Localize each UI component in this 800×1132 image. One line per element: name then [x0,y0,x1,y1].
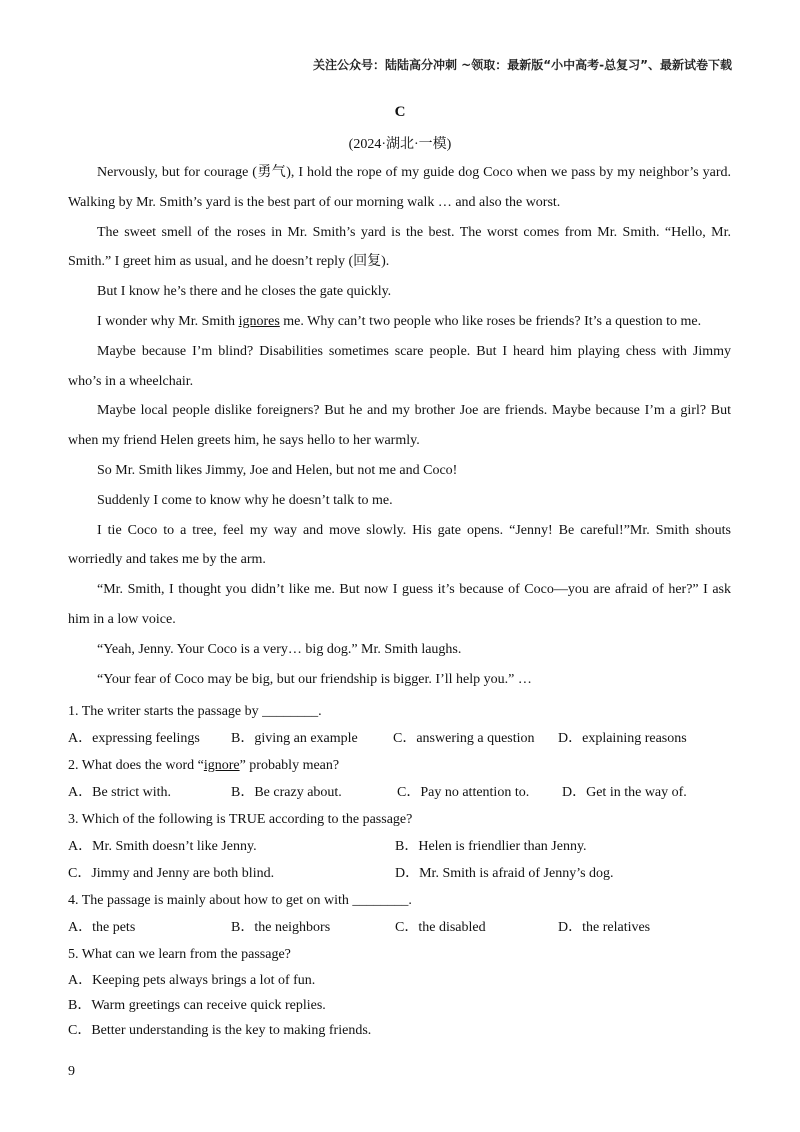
page-number: 9 [68,1064,75,1079]
questions-section [68,698,731,1043]
option-d: D．Mr. Smith is afraid of Jenny’s dog. [395,866,614,881]
option-b: B．giving an example [231,731,358,746]
passage-source: (2024·湖北·一模) [348,137,452,152]
options-row [68,833,731,860]
options-row [68,914,731,941]
paragraph: “Yeah, Jenny. Your Coco is a very… big dog.” Mr. Smith laughs. [97,641,462,657]
paragraph: So Mr. Smith likes Jimmy, Joe and Helen, but not me and Coco! [97,462,458,478]
paragraph: The sweet smell of the roses in Mr. Smith’s yard is the best. The worst comes from Mr. Smith. “Hello, Mr. Smith.” I greet him as usual, and he doesn’t reply (回复). [68,224,731,270]
paragraph: But I know he’s there and he closes the gate quickly. [97,284,392,300]
paragraph: Nervously, but for courage (勇气), I hold the rope of my guide dog Coco when we pass by my neighbor’s yard. Walking by Mr. Smith’s yard is the best part of our morning walk … and also the worst. [68,165,731,210]
question-stem: 4. The passage is mainly about how to get on with ________. [68,893,412,908]
option-b: B．Warm greetings can receive quick replies. [68,998,326,1013]
question-stem: 1. The writer starts the passage by ________. [68,704,322,719]
text-segment: ” probably mean? [239,758,340,773]
text-segment: 2. What does the word “ [68,758,204,773]
option-c: C．Pay no attention to. [397,785,530,800]
underlined-word: ignore [203,758,240,773]
paragraph: Suddenly I come to know why he doesn’t talk to me. [97,492,393,508]
option-b: B．the neighbors [231,920,331,935]
paragraph: “Your fear of Coco may be big, but our friendship is bigger. I’ll help you.” … [97,671,532,687]
option-a: A．Keeping pets always brings a lot of fun. [68,973,316,988]
paragraph [68,307,731,337]
option-b: B．Helen is friendlier than Jenny. [395,839,587,854]
option-c: C．answering a question [393,731,535,746]
options-row [68,725,731,752]
question-stem: 5. What can we learn from the passage? [68,947,291,962]
paragraph: “Mr. Smith, I thought you didn’t like me. But now I guess it’s because of Coco—you are afraid of her?” I ask him in a low voice. [68,582,731,627]
header-notice: 关注公众号：陆陆高分冲刺 ~领取：最新版“小中高考-总复习”、最新试卷下载 [313,58,732,72]
underlined-word: ignores [238,313,280,329]
section-letter: C [394,104,406,120]
option-d: D．explaining reasons [558,731,687,746]
reading-passage [68,158,731,694]
option-c: C．Better understanding is the key to making friends. [68,1023,372,1038]
option-a: A．Mr. Smith doesn’t like Jenny. [68,839,257,854]
paragraph: Maybe local people dislike foreigners? But he and my brother Joe are friends. Maybe because I’m a girl? But when my friend Helen greets him, he says hello to her warmly. [68,403,731,449]
option-d: D．Get in the way of. [562,785,687,800]
paragraph: I tie Coco to a tree, feel my way and move slowly. His gate opens. “Jenny! Be careful!”Mr. Smith shouts worriedly and takes me by the arm. [68,522,731,568]
option-a: A．the pets [68,920,136,935]
question-stem: 3. Which of the following is TRUE according to the passage? [68,812,413,827]
option-a: A．expressing feelings [68,731,200,746]
option-a: A．Be strict with. [68,785,172,800]
options-row [68,860,731,887]
question-stem [68,752,731,779]
option-b: B．Be crazy about. [231,785,342,800]
option-c: C．the disabled [395,920,486,935]
option-d: D．the relatives [558,920,651,935]
text-segment: me. Why can’t two people who like roses be friends? It’s a question to me. [279,313,702,329]
paragraph: Maybe because I’m blind? Disabilities sometimes scare people. But I heard him playing chess with Jimmy who’s in a wheelchair. [68,343,731,389]
text-segment: I wonder why Mr. Smith [97,313,239,329]
option-c: C．Jimmy and Jenny are both blind. [68,866,275,881]
options-row [68,779,731,806]
